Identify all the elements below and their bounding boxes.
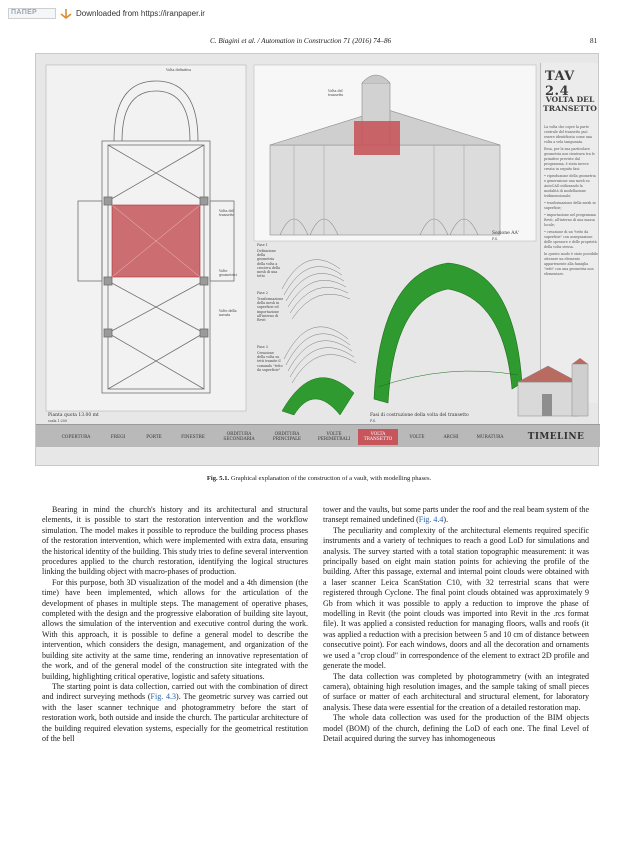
plate-drawings bbox=[44, 63, 538, 465]
timeline-item-orditura-principale: ORDITURA PRINCIPALE bbox=[272, 432, 302, 442]
figure-caption bbox=[0, 475, 638, 482]
label-fase2-desc: Trasformazione della mesh in superficie ed importazione all'interno di Revit bbox=[257, 297, 284, 323]
section-drawing bbox=[254, 65, 536, 241]
tav-desc-para: • importazione nel programma Revit, all'interno di una massa locale; bbox=[544, 213, 596, 227]
label-sezione-scala: F.S. bbox=[492, 237, 499, 241]
iranpaper-logo bbox=[8, 8, 56, 19]
tav-desc-para: La volta che copre la parte centrale del transetto può essere identificata come una volta a vela tamponata. bbox=[544, 125, 592, 144]
label-volta-transetto: Volta del transetto bbox=[219, 209, 235, 218]
download-bar bbox=[8, 6, 205, 20]
paragraph bbox=[42, 682, 308, 744]
body-column-right bbox=[323, 505, 589, 744]
label-volte-geometrici: Volte geometrici bbox=[219, 269, 237, 278]
label-fase3: Fase 3 bbox=[257, 345, 268, 349]
timeline-item-fregi: FREGI bbox=[110, 434, 126, 440]
tav-desc-para: In questo modo è stato possibile ottenere un elemento appartenente alla famiglia "tetti" con una geometria non elementare. bbox=[544, 252, 599, 276]
label-pianta: Pianta quota 13.00 mt bbox=[48, 413, 99, 418]
timeline-item-archi: ARCHI bbox=[443, 434, 459, 440]
paragraph: Bearing in mind the church's history and its architectural and structural elements, it is possible to start the restoration intervention and the workflow simulation. The model makes it possible to reproduce the building process phases of the restoration intervention, which were implemented with extra data, ensuring the historical identity of the building. This study tries to define several intervention procedures applied to the church restoration, identifying the logical structures linking the building object with macro-phases of production. bbox=[42, 505, 308, 577]
body-column-left bbox=[42, 505, 308, 744]
timeline-item-finestre: FINESTRE bbox=[181, 434, 205, 440]
label-fasi-scala: F.S. bbox=[370, 419, 377, 423]
timeline-item-porte: PORTE bbox=[146, 434, 162, 440]
label-fase2: Fase 2 bbox=[257, 291, 268, 295]
paragraph: The peculiarity and complexity of the architectural elements required specific instruments and a variety of techniques to reach a good LoD for simulations and analysis. The survey started with a total station topographic measurement: it was principally based on eight main station points for achieving the profile of the building. After this passage, external and internal point clouds were obtained with a laser scanner Leica ScanStation C10, with 32 terrestrial scans that were registered through Cyclone. The final point clouds obtained was approximately 9 Gb from which it was possible to apply a reduction to improve the phase of modelling in Revit (the point clouds was imported into Revit in the .rcs format file). It was applied a consisted reduction for managing floors, walls and roofs (it was applied a reduction with a precision between 5 and 10 cm of distance between consecutive point). For each windows, doors and all the decoration and ornaments we used a "crop cloud" in correspondence of the element to extract 2D profile and generate the model. bbox=[323, 525, 589, 671]
timeline-item-orditura-secondaria: ORDITURA SECONDARIA bbox=[223, 432, 255, 442]
tav-panel bbox=[540, 63, 598, 403]
label-fasi-costruzione: Fasi di costruzione della volta del transetto bbox=[370, 413, 469, 418]
tav-desc-para: • riproduzione della geometria e generazione una mesh su AutoCAD utilizzando la modalità di modellazione tridimensionale; bbox=[544, 174, 596, 198]
paragraph-text: ). bbox=[443, 515, 449, 525]
timeline-item-volte-perimetrali: VOLTE PERIMETRALI bbox=[317, 432, 351, 442]
tav-description bbox=[544, 125, 598, 279]
logo-text: ΠΑΠΕΡ bbox=[11, 8, 38, 16]
tav-title: TAV 2.4 bbox=[545, 69, 575, 99]
download-arrow-icon bbox=[59, 8, 73, 19]
tav-subtitle: VOLTA DEL TRANSETTO bbox=[543, 95, 597, 113]
caption-text: Graphical explanation of the construction of a vault, with modelling phases. bbox=[230, 475, 432, 482]
paragraph bbox=[323, 505, 589, 526]
caption-label: Fig. 5.1. bbox=[206, 475, 230, 482]
paragraph: The data collection was completed by photogrammetry (with an integrated camera), obtaining high resolution images, and the sample taking of small pieces of surface or matter of each architectural and structural element, for laboratory analysis. These data were essential for the creation of a detailed restoration map. bbox=[323, 671, 589, 712]
tav-desc-para: Essa, per la sua particolare geometria non rientrava tra le primitive previste dal programma, è stata invece creata in seguito fasi: bbox=[544, 147, 595, 171]
timeline-title: TIMELINE bbox=[527, 432, 585, 442]
timeline-item-muratura: MURATURA bbox=[476, 434, 504, 440]
figure-reference-link[interactable]: Fig. 4.3 bbox=[150, 692, 177, 702]
timeline-item-volta-transetto: VOLTA TRANSETTO bbox=[358, 429, 398, 445]
phase-vaults bbox=[282, 260, 356, 383]
timeline-bar bbox=[36, 424, 600, 447]
download-source-text: Downloaded from https://iranpaper.ir bbox=[76, 8, 205, 18]
label-fase1: Fase 1 bbox=[257, 243, 268, 247]
label-pianta-scala: scala 1:200 bbox=[48, 419, 68, 423]
label-volte-navata: Volte della navata bbox=[219, 309, 237, 318]
page-number: 81 bbox=[590, 37, 598, 45]
label-sezione: Sezione AA' bbox=[492, 231, 519, 236]
figure-plate bbox=[35, 53, 599, 466]
paragraph-text: The starting point is data collection, carried out with the combination of direct and indirect surveying methods ( bbox=[42, 681, 308, 702]
label-volta-definitiva: Volta definitiva bbox=[166, 68, 192, 72]
label-fase3-desc: Creazione della volta su tetti tramite il comando "tetto da superficie" bbox=[257, 351, 283, 372]
paragraph-text: ). The geometric survey was carried out with the laser scanner technique and photogrammetry before the start of restoration work, both outside and inside the church. The particular architecture of the building required elevation systems, especially for the geometrical restitution of the bell bbox=[42, 692, 309, 743]
timeline-item-volte: VOLTE bbox=[409, 434, 425, 440]
tav-desc-para: • trasformazione della mesh in superficie; bbox=[544, 201, 596, 210]
figure-reference-link[interactable]: Fig. 4.4 bbox=[418, 515, 444, 525]
tav-desc-para: • creazione di un "tetto da superficie" con assegnazione delle spessore e delle proprietà della volta stessa. bbox=[544, 230, 597, 249]
label-fase1-desc: Definizione della geometria della volta a crociera della mesh di una tetto bbox=[257, 249, 280, 279]
plate-drawings-svg bbox=[44, 63, 538, 423]
paragraph: The whole data collection was used for the production of the BIM objects model (BOM) of the church, defining the LoD of each one. The final Level of Detail acquired during the survey has inhomogeneous bbox=[323, 713, 589, 743]
label-volta-section: Volta del transetto bbox=[328, 89, 344, 98]
paragraph: For this purpose, both 3D visualization of the model and a 4th dimension (the time) have been implemented, which allows for the articulation of the development of phases in multiple steps. The management of operative phases, completed with the design and the progressive elaboration of building site layout, allows the simulation of the intervention and executive control during the work. With this approach, it is possible to define a general model to describe the intervention, which considers the design, management, and organization of the building site activity at the same time, rendering an innovative representation of the work, and of the general model of the construction site integrated with the building, highlighting critical operative, logistic and safety situations. bbox=[42, 577, 308, 681]
journal-reference: C. Biagini et al. / Automation in Construction 71 (2016) 74–86 bbox=[210, 37, 392, 45]
timeline-item-copertura: COPERTURA bbox=[61, 434, 91, 440]
church-3d-render bbox=[512, 358, 598, 420]
paragraph-text: tower and the vaults, but some parts under the roof and the real beam system of the transept remained undefined ( bbox=[323, 505, 589, 525]
